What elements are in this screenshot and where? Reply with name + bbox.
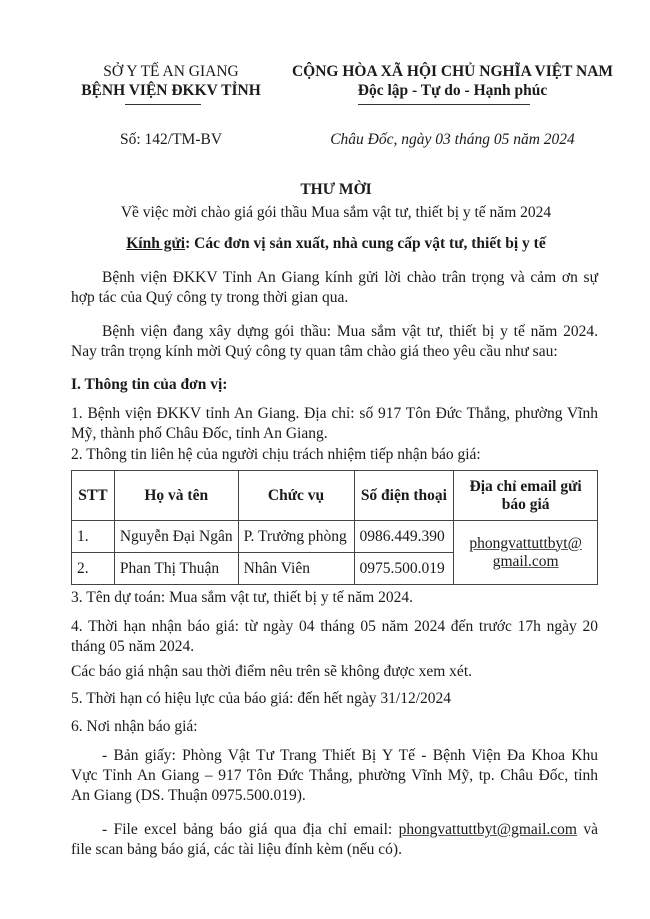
- document-number: Số: 142/TM-BV: [119, 131, 223, 148]
- cell-position: Nhân Viên: [238, 553, 354, 585]
- table-row: [72, 521, 598, 553]
- excel-submission: - File excel bảng báo giá qua địa chỉ email: phongvattuttbyt@gmail.com và file scan bảng báo giá, các tài liệu đính kèm (nếu có).: [71, 821, 598, 858]
- item-6: 6. Nơi nhận báo giá:: [71, 718, 198, 735]
- recipient-line: [0, 235, 650, 253]
- header-position: Chức vụ: [238, 471, 354, 521]
- header-left: [60, 62, 282, 100]
- item-3: 3. Tên dự toán: Mua sắm vật tư, thiết bị y tế năm 2024.: [71, 589, 413, 606]
- national-motto: Độc lập - Tự do - Hạnh phúc: [357, 82, 548, 99]
- table-header-row: [72, 471, 598, 521]
- cell-name: Nguyễn Đại Ngân: [114, 521, 238, 553]
- cell-stt: 2.: [72, 553, 115, 585]
- email-link-part-1[interactable]: phongvattuttbyt@: [469, 534, 582, 552]
- item-4: 4. Thời hạn nhận báo giá: từ ngày 04 tháng 05 năm 2024 đến trước 17h ngày 20 tháng 05 năm 2024.: [71, 618, 598, 655]
- item-5: 5. Thời hạn có hiệu lực của báo giá: đến hết ngày 31/12/2024: [71, 690, 452, 707]
- email-link-part-2[interactable]: gmail.com: [492, 552, 559, 570]
- email-link[interactable]: phongvattuttbyt@gmail.com: [398, 821, 577, 838]
- department-name: SỞ Y TẾ AN GIANG: [103, 63, 239, 80]
- paper-submission: - Bản giấy: Phòng Vật Tư Trang Thiết Bị Y Tế - Bệnh Viện Đa Khoa Khu Vực Tỉnh An Giang – 917 Tôn Đức Thắng, phường Vĩnh Mỹ, tp. Châu Đốc, tỉnh An Giang (DS. Thuận 0975.500.019).: [71, 747, 598, 804]
- cell-position: P. Trưởng phòng: [238, 521, 354, 553]
- recipient-label: Kính gửi: [126, 235, 186, 252]
- header-right-underline: [358, 104, 530, 105]
- header-phone: Số điện thoại: [354, 471, 454, 521]
- header-email: Địa chỉ email gửi báo giá: [454, 471, 598, 521]
- cell-name: Phan Thị Thuận: [114, 553, 238, 585]
- intro-paragraph-2: Bệnh viện đang xây dựng gói thầu: Mua sắm vật tư, thiết bị y tế năm 2024. Nay trân trọng kính mời Quý công ty quan tâm chào giá theo yêu cầu như sau:: [71, 323, 598, 360]
- cell-email[interactable]: [454, 521, 598, 585]
- contact-table: [71, 470, 598, 585]
- letter-subtitle: Về việc mời chào giá gói thầu Mua sắm vật tư, thiết bị y tế năm 2024: [120, 204, 552, 221]
- header-name: Họ và tên: [114, 471, 238, 521]
- header-right: [280, 62, 625, 100]
- section-item-2: 2. Thông tin liên hệ của người chịu trách nhiệm tiếp nhận báo giá:: [71, 446, 481, 463]
- intro-paragraph-1: Bệnh viện ĐKKV Tỉnh An Giang kính gửi lời chào trân trọng và cảm ơn sự hợp tác của Quý công ty trong thời gian qua.: [71, 269, 598, 306]
- hospital-name: BỆNH VIỆN ĐKKV TỈNH: [81, 82, 261, 99]
- cell-stt: 1.: [72, 521, 115, 553]
- cell-phone: 0975.500.019: [354, 553, 454, 585]
- place-date: Châu Đốc, ngày 03 tháng 05 năm 2024: [330, 131, 575, 148]
- header-stt: STT: [72, 471, 115, 521]
- national-title: CỘNG HÒA XÃ HỘI CHỦ NGHĨA VIỆT NAM: [291, 63, 614, 80]
- section-item-1: 1. Bệnh viện ĐKKV tỉnh An Giang. Địa chỉ: số 917 Tôn Đức Thắng, phường Vĩnh Mỹ, thành phố Châu Đốc, tỉnh An Giang.: [71, 405, 598, 442]
- section-heading: I. Thông tin của đơn vị:: [71, 376, 228, 393]
- letter-title: THƯ MỜI: [300, 181, 372, 198]
- late-submission-note: Các báo giá nhận sau thời điểm nêu trên sẽ không được xem xét.: [71, 663, 472, 680]
- recipient-text: : Các đơn vị sản xuất, nhà cung cấp vật tư, thiết bị y tế: [185, 235, 546, 252]
- header-left-underline: [125, 104, 201, 105]
- cell-phone: 0986.449.390: [354, 521, 454, 553]
